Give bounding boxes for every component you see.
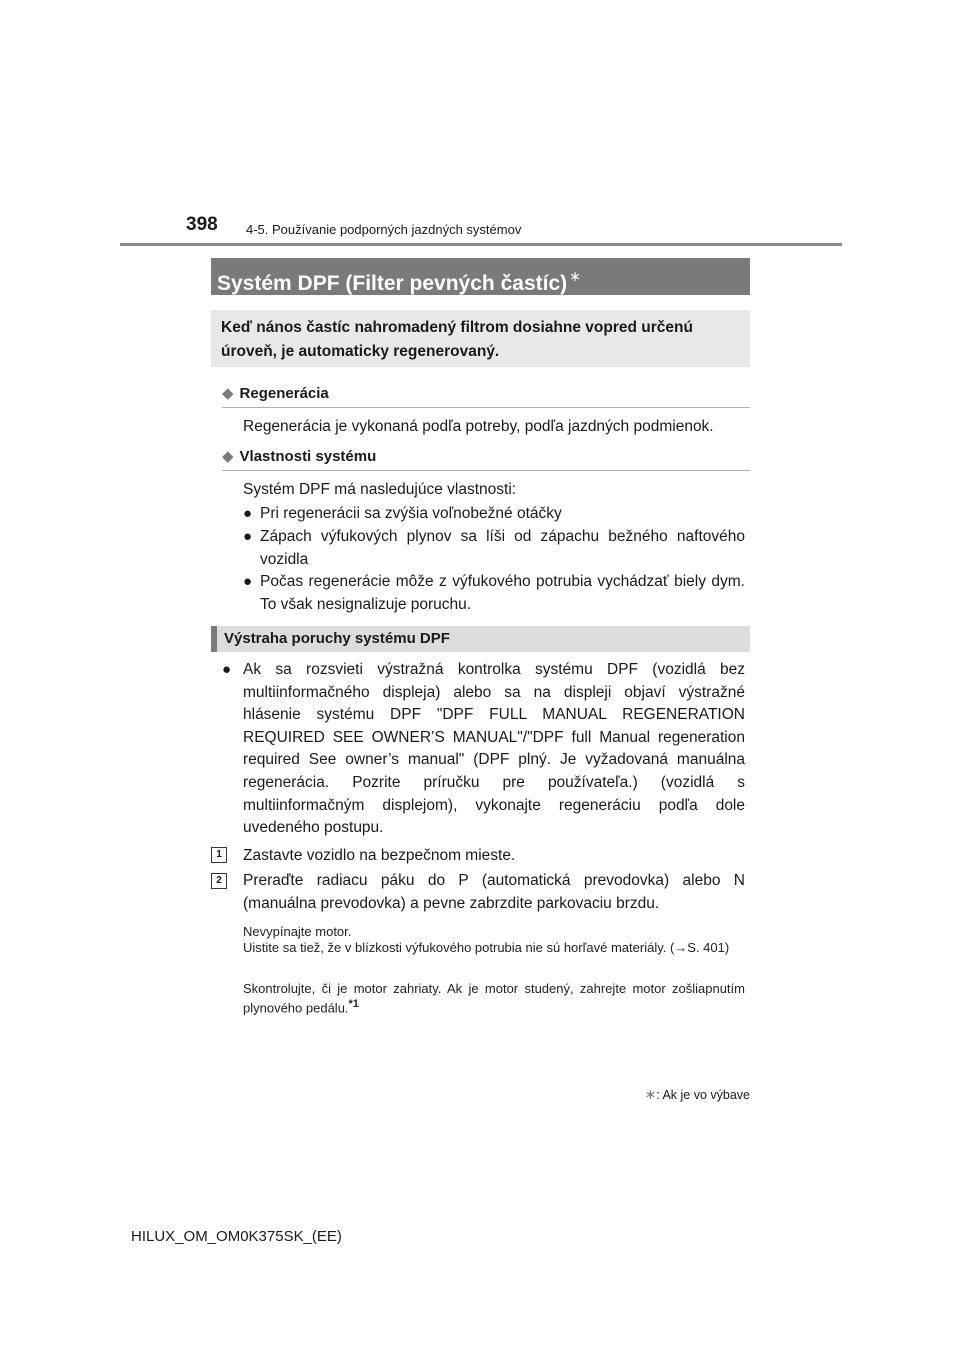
warning-bullet [222, 659, 745, 840]
footnote-reference: *1 [348, 997, 359, 1010]
diamond-icon: ◆ [222, 448, 234, 465]
subheading-regeneration [222, 384, 329, 402]
regeneration-text: Regenerácia je vykonaná podľa potreby, podľa jazdných podmienok. [243, 418, 714, 435]
chapter-title: 4-5. Používanie podporných jazdných systémov [246, 222, 522, 237]
note-text: Nevypínajte motor. [243, 924, 352, 939]
document-code: HILUX_OM_OM0K375SK_(EE) [131, 1228, 342, 1245]
properties-intro: Systém DPF má nasledujúce vlastnosti: [243, 481, 517, 498]
list-item-text: Pri regenerácii sa zvýšia voľnobežné otáčky [260, 505, 562, 522]
list-item-text: Zápach výfukových plynov sa líši od zápachu bežného naftového vozidla [260, 528, 745, 568]
bullet-icon: ● [243, 505, 253, 522]
note-text-block [243, 981, 745, 1015]
step-text: Zastavte vozidlo na bezpečnom mieste. [243, 847, 516, 864]
list-item [243, 526, 745, 571]
note-text: Skontrolujte, či je motor zahriaty. Ak je motor studený, zahrejte motor zošliapnutím plynového pedálu. [243, 981, 745, 1015]
availability-footnote [644, 1086, 750, 1103]
diamond-icon: ◆ [222, 385, 234, 402]
subheading-properties [222, 447, 376, 465]
step-text: Preraďte radiacu páku do P (automatická prevodovka) alebo N (manuálna prevodovka) a pevne zabrzdite parkovaciu brzdu. [243, 872, 745, 912]
page-number: 398 [186, 214, 218, 235]
subheading-divider [222, 407, 750, 408]
note-text: Uistite sa tiež, že v blízkosti výfukového potrubia nie sú horľavé materiály. (→S. 401) [243, 940, 730, 955]
header-divider [120, 243, 842, 246]
footnote-text: : Ak je vo výbave [656, 1088, 750, 1102]
step-number-badge: 1 [211, 847, 227, 863]
bullet-icon: ● [222, 661, 232, 678]
step-number-badge: 2 [211, 873, 227, 889]
subheading-label: Vlastnosti systému [239, 448, 377, 465]
section-title-bar [211, 258, 750, 295]
option-mark-icon: ∗ [644, 1086, 657, 1102]
intro-summary: Keď nános častíc nahromadený filtrom dosiahne vopred určenú úroveň, je automaticky regenerovaný. [211, 310, 750, 367]
warning-bullet-text: Ak sa rozsvieti výstražná kontrolka systému DPF (vozidlá bez multiinformačného displeja) alebo sa na displeji objaví výstražné hlásenie systému DPF "DPF FULL MANUAL REGENERATION REQUIRED SEE OWNER’S MANUAL"/"DPF full Manual regeneration required See owner’s manual" (DPF plný. Je vyžadovaná manuálna regenerácia. Pozrite príručku pre používateľa.) (vozidlá s multiinformačným displejom), vykonajte regeneráciu podľa dole uvedeného postupu. [243, 661, 745, 837]
warning-heading: Výstraha poruchy systému DPF [211, 626, 750, 652]
subheading-divider [222, 470, 750, 471]
list-item [243, 571, 745, 616]
option-mark-icon: ∗ [569, 268, 581, 284]
bullet-icon: ● [243, 528, 253, 545]
section-title: Systém DPF (Filter pevných častíc) [217, 272, 568, 295]
subheading-label: Regenerácia [239, 385, 329, 402]
bullet-icon: ● [243, 573, 253, 590]
list-item-text: Počas regenerácie môže z výfukového potrubia vychádzať biely dym. To však nesignalizuje poruchu. [260, 573, 745, 613]
list-item [243, 503, 750, 526]
